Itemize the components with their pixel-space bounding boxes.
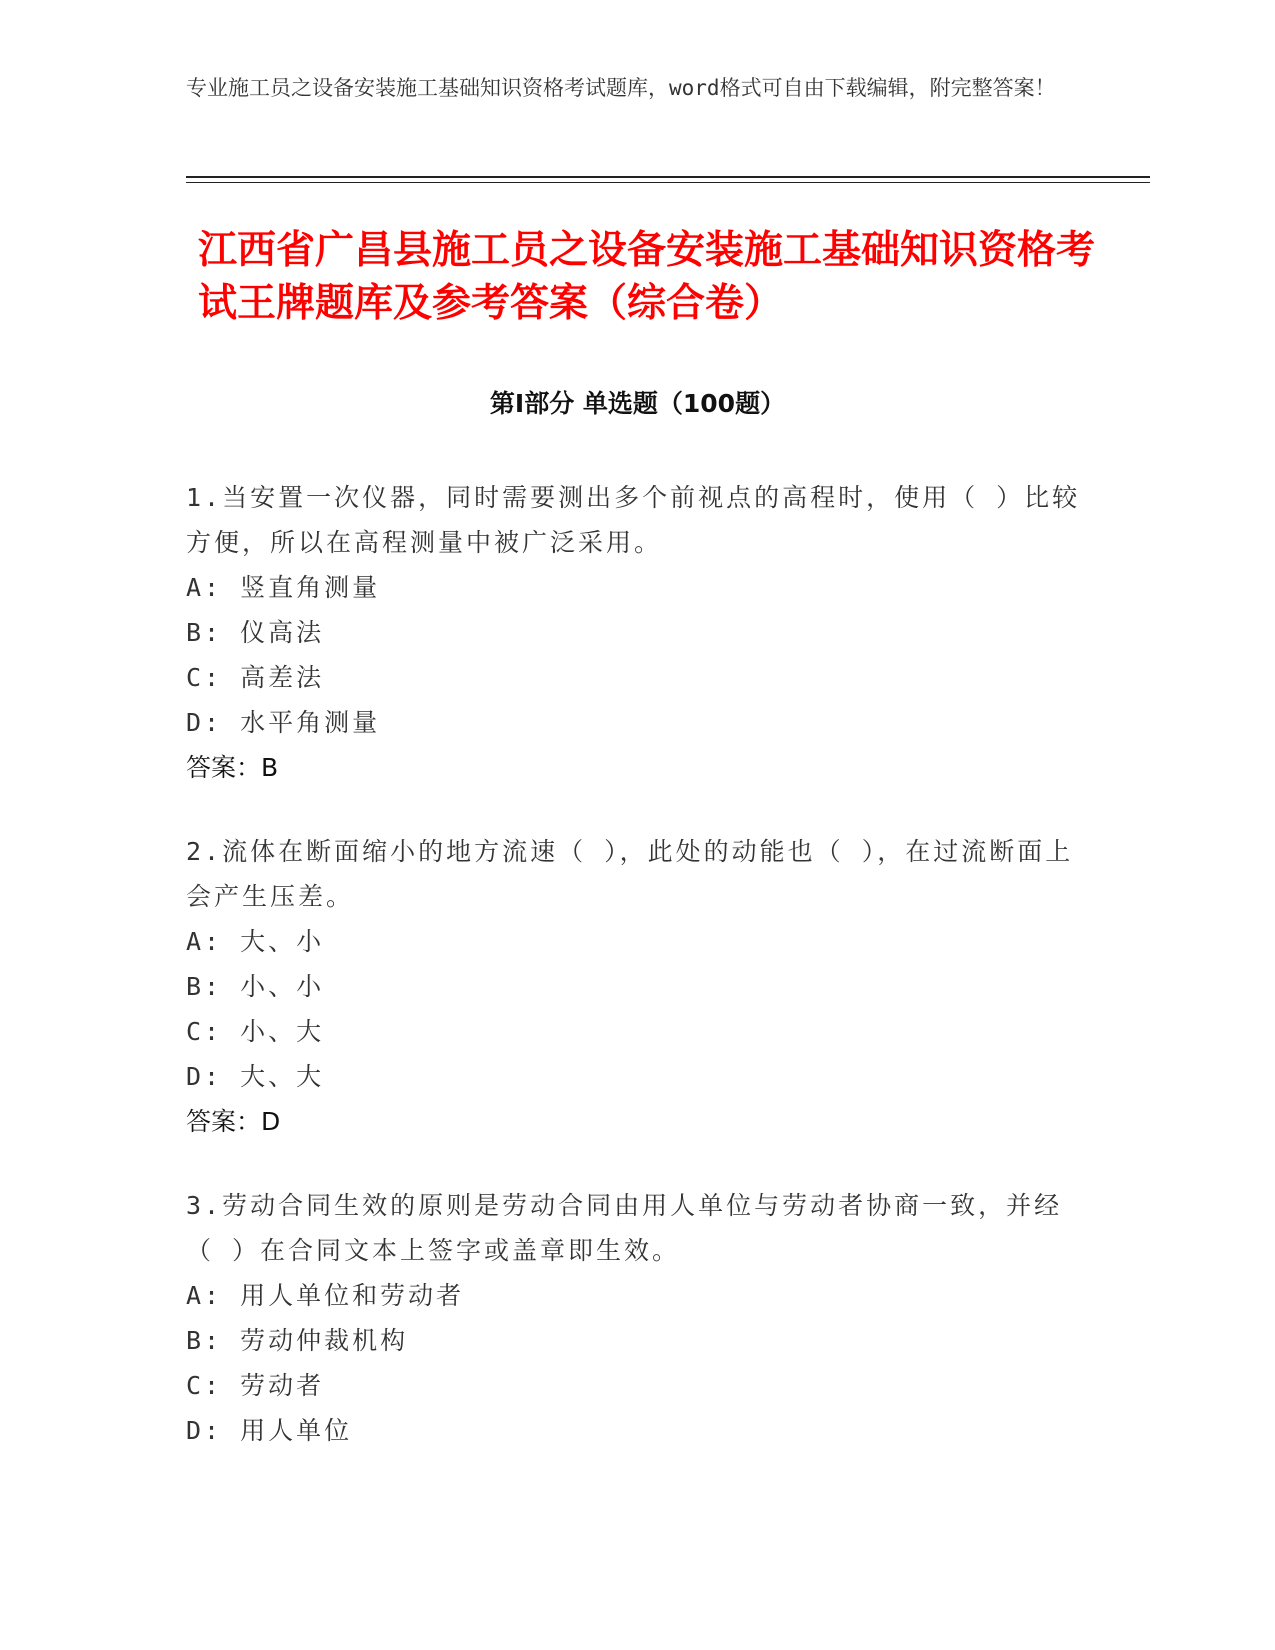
option-c: C: 小、大 <box>186 1017 325 1046</box>
option-b: B: 小、小 <box>186 972 325 1001</box>
option-d: D: 用人单位 <box>186 1416 353 1445</box>
header-divider-thick <box>186 176 1150 178</box>
answer: 答案：B <box>186 753 279 782</box>
option-c: C: 高差法 <box>186 663 325 692</box>
question-text: 1.当安置一次仪器，同时需要测出多个前视点的高程时，使用（ ）比较方便，所以在高程测量中被广泛采用。 <box>186 483 1081 557</box>
question-text: 3.劳动合同生效的原则是劳动合同由用人单位与劳动者协商一致，并经（ ）在合同文本上签字或盖章即生效。 <box>186 1191 1063 1265</box>
question-item <box>186 829 1086 1144</box>
question-text: 2.流体在断面缩小的地方流速（ ），此处的动能也（ ），在过流断面上会产生压差。 <box>186 837 1074 911</box>
option-d: D: 水平角测量 <box>186 708 381 737</box>
option-b: B: 劳动仲裁机构 <box>186 1326 409 1355</box>
option-d: D: 大、大 <box>186 1062 325 1091</box>
header-note: 专业施工员之设备安装施工基础知识资格考试题库，word格式可自由下载编辑，附完整答案！ <box>186 76 1056 100</box>
answer: 答案：D <box>186 1107 281 1136</box>
question-list <box>186 475 1086 1492</box>
option-c: C: 劳动者 <box>186 1371 325 1400</box>
option-b: B: 仪高法 <box>186 618 325 647</box>
section-title: 第Ⅰ部分 单选题（100题） <box>489 389 786 418</box>
header-divider-thin <box>186 182 1150 183</box>
document-title: 江西省广昌县施工员之设备安装施工基础知识资格考试王牌题库及参考答案（综合卷） <box>198 228 1096 326</box>
option-a: A: 大、小 <box>186 927 325 956</box>
option-a: A: 用人单位和劳动者 <box>186 1281 465 1310</box>
option-a: A: 竖直角测量 <box>186 573 381 602</box>
question-item <box>186 1183 1086 1453</box>
question-item <box>186 475 1086 790</box>
